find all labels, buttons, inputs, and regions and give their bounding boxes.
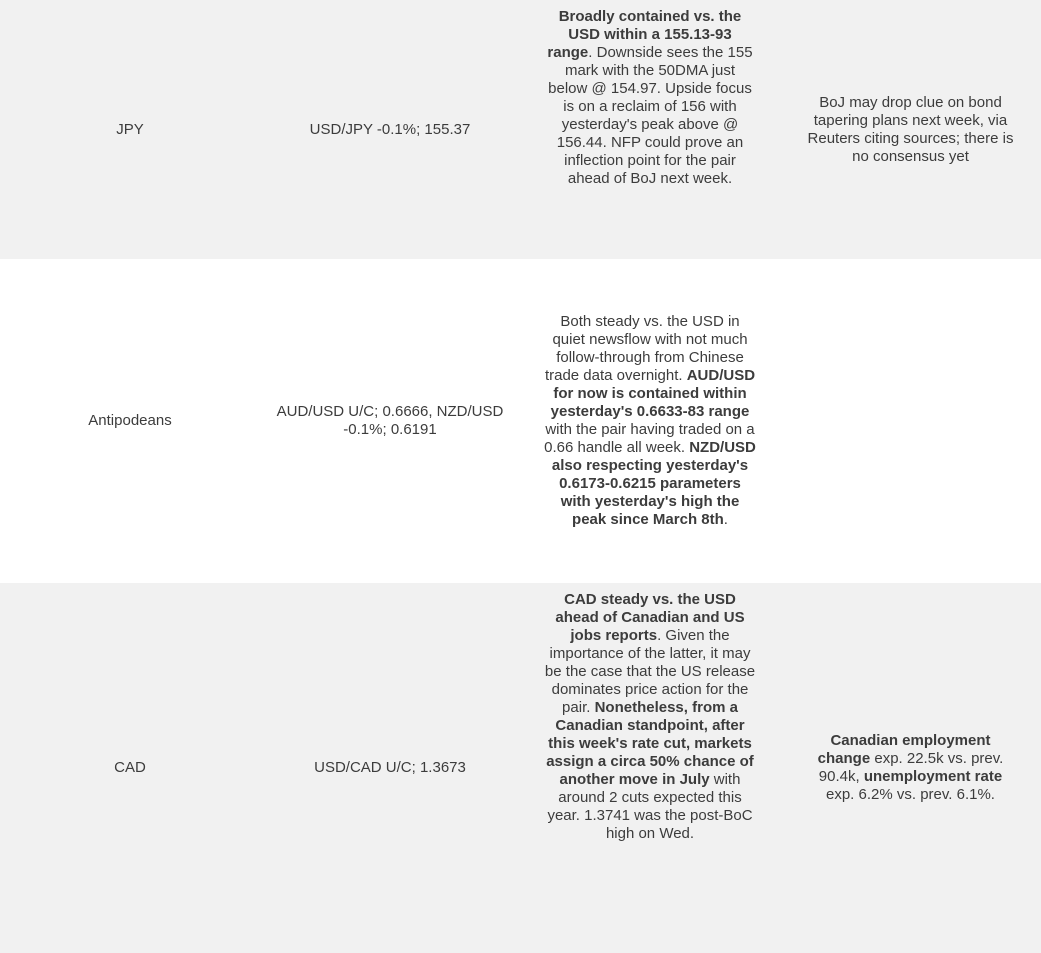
commentary-text bbox=[544, 8, 756, 188]
bold-text-run: NZD/USD also respecting yesterday's 0.6173-0.6215 parameters with yesterday's high the peak since March 8th bbox=[551, 439, 756, 528]
text-run: . Given the importance of the latter, it may be the case that the US release dominates price action for the pair. bbox=[544, 627, 756, 716]
text-run: Both steady vs. the USD in quiet newsflow with not much follow-through from Chinese trade data overnight. bbox=[544, 313, 748, 384]
commentary-cell bbox=[520, 261, 780, 581]
currency-cell: JPY bbox=[116, 120, 144, 138]
events-text bbox=[804, 732, 1017, 804]
table-row-antipodeans bbox=[0, 259, 1041, 583]
bold-text-run: Nonetheless, from a Canadian standpoint, after this week's rate cut, markets assign a circa 50% chance of another move in July bbox=[546, 699, 754, 788]
commentary-cell bbox=[520, 0, 780, 259]
move-cell: USD/JPY -0.1%; 155.37 bbox=[309, 120, 471, 138]
bold-text-run: unemployment rate bbox=[863, 768, 1003, 785]
bold-text-run: Canadian employment change bbox=[817, 732, 991, 767]
commentary-cell bbox=[520, 583, 780, 953]
bold-text-run: CAD steady vs. the USD ahead of Canadian and US jobs reports bbox=[555, 591, 745, 644]
text-run: exp. 6.2% vs. prev. 6.1%. bbox=[826, 786, 995, 803]
bold-text-run: Broadly contained vs. the USD within a 155.13-93 range bbox=[547, 8, 742, 61]
move-cell: USD/CAD U/C; 1.3673 bbox=[314, 759, 466, 776]
text-run: BoJ may drop clue on bond tapering plans next week, via Reuters citing sources; there is no consensus yet bbox=[807, 93, 1014, 165]
events-text bbox=[804, 94, 1017, 166]
events-cell bbox=[780, 261, 1041, 581]
text-run: with the pair having traded on a 0.66 handle all week. bbox=[544, 421, 755, 456]
table-row-cad bbox=[0, 583, 1041, 953]
move-cell: AUD/USD U/C; 0.6666, NZD/USD -0.1%; 0.6191 bbox=[276, 403, 504, 438]
text-run: exp. 22.5k vs. prev. 90.4k, bbox=[818, 750, 1004, 785]
text-run: with around 2 cuts expected this year. 1.3741 was the post-BoC high on Wed. bbox=[547, 771, 753, 842]
table-row-jpy bbox=[0, 0, 1041, 259]
text-run: . Downside sees the 155 mark with the 50DMA just below @ 154.97. Upside focus is on a reclaim of 156 with yesterday's peak above @ 156.44. NFP could prove an inflection point for the pair ahead of BoJ next week. bbox=[548, 44, 753, 187]
currency-cell: Antipodeans bbox=[88, 412, 172, 429]
bold-text-run: AUD/USD for now is contained within yesterday's 0.6633-83 range bbox=[550, 367, 756, 420]
events-cell bbox=[780, 0, 1041, 259]
commentary-text bbox=[544, 591, 756, 843]
text-run: . bbox=[723, 511, 728, 528]
commentary-text bbox=[544, 313, 756, 529]
currency-cell: CAD bbox=[114, 759, 146, 776]
events-cell bbox=[780, 583, 1041, 953]
